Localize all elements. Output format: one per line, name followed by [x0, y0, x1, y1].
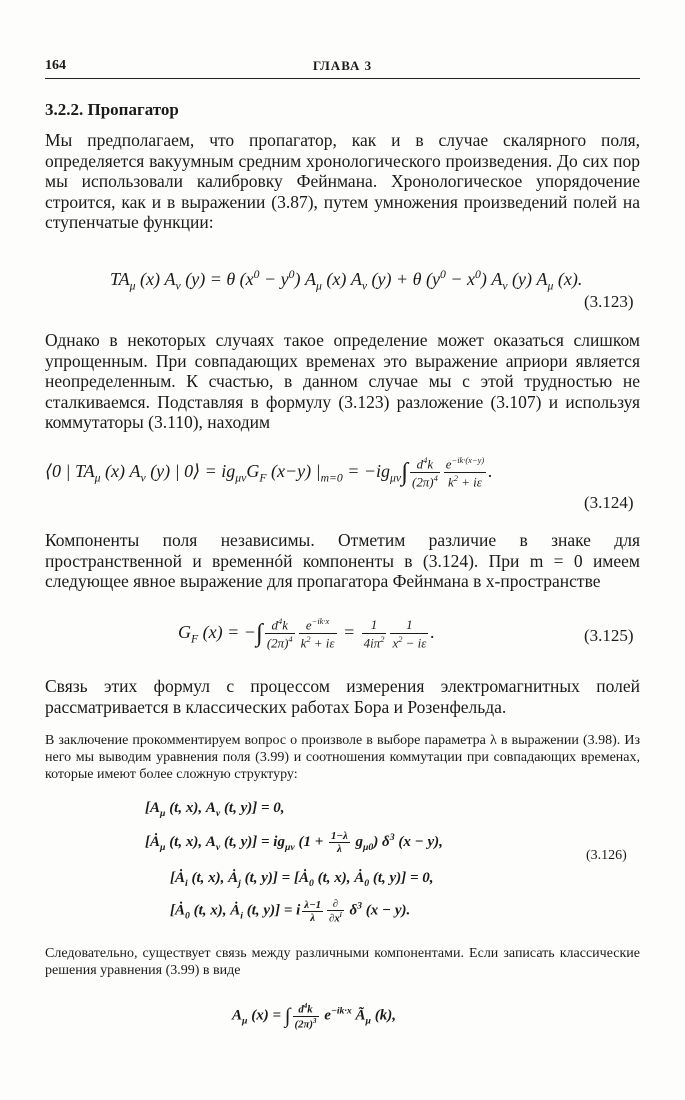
equation-number-3-123: (3.123)	[584, 292, 634, 311]
paragraph-1: Мы предполагаем, что пропагатор, как и в случае скалярного поля, определяется вакуумным средним хронологического произведения. До сих пор мы использовали калибровку Фейнмана. Хронологическое упорядочение строится, как и в выражении (3.87), путем умножения произведений полей на ступенчатые функции:	[45, 130, 640, 232]
equation-3-126-line-3: [$Ȧ_i$ (t, x), $Ȧ_j$ (t, $y)] = [Ȧ_0$ (t, x), $Ȧ_0$ (t, y)] = 0,	[170, 870, 434, 889]
section-title: 3.2.2. Пропагатор	[45, 100, 179, 119]
equation-3-123: $TA_\mu$ (x) $A_\nu$ (y) = θ $(x^0 - y^0)$ $A_\mu$ (x) $A_\nu$ (y) + θ $(y^0 - x^0)$ $A_\nu$ (y) $A_\mu$ (x).	[110, 268, 583, 293]
equation-3-124: ⟨0 | $TA_\mu$ (x) $A_\nu$ (y) | 0⟩ = $ig_{\mu\nu}G_F$ (x−y) $|_{m=0} = -ig_{\mu\nu}\int$ $\frac{d^4k}{(2\pi)^4}$ $\frac{e^{-ik\cdot(x-y)}}{k^2 + i\varepsilon}$ .	[45, 455, 493, 490]
paragraph-4: Связь этих формул с процессом измерения электромагнитных полей рассматривается в классических работах Бора и Розенфельда.	[45, 676, 640, 717]
paragraph-5: В заключение прокомментируем вопрос о произволе в выборе параметра λ в выражении (3.98). Из него мы выводим уравнения поля (3.99) и соотношения коммутации при совпадающих временах, которые имеют более сложную структуру:	[45, 733, 640, 782]
page-header	[45, 56, 640, 79]
equation-3-126-line-4: [$Ȧ_0$ (t, x), $Ȧ_i$ (t, y)] = i $\frac{\lambda-1}{\lambda}$ $\frac{\partial}{\partial x^i}$ $\delta^3$ (x − y).	[170, 898, 411, 925]
equation-classical-solution: $A_\mu$ (x) = ∫ $\frac{d^4k}{(2\pi)^3}$ $e^{-ik\cdot x}$ $Ã_\mu$ (k),	[232, 1002, 396, 1031]
equation-3-125: $G_F$ (x) = −∫ $\frac{d^4k}{(2\pi)^4}$ $\frac{e^{-ik\cdot x}}{k^2 + i\varepsilon}$ = $\frac{1}{4i\pi^2}$ $\frac{1}{x^2 - i\varepsilon}$ .	[178, 616, 435, 651]
paragraph-2: Однако в некоторых случаях такое определение может оказаться слишком упрощенным. При совпадающих временах это выражение априори является неопределенным. К счастью, в данном случае мы с этой трудностью не сталкиваемся. Подставляя в формулу (3.123) разложение (3.107) и используя коммутаторы (3.110), находим	[45, 330, 640, 432]
paragraph-6: Следовательно, существует связь между различными компонентами. Если записать классические решения уравнения (3.99) в виде	[45, 946, 640, 978]
page-number: 164	[45, 58, 66, 73]
equation-3-126-line-2: [$Ȧ_\mu$ (t, x), $A_\nu$ (t, $y)] = ig_{\mu\nu}$ (1 + $\frac{1-\lambda}{\lambda}$ $g_{\mu 0}$) $\delta^3$ (x − y),	[145, 830, 443, 855]
equation-number-3-125: (3.125)	[584, 626, 634, 645]
chapter-title: ГЛАВА 3	[312, 58, 373, 73]
equation-number-3-126: (3.126)	[586, 848, 627, 863]
equation-number-3-124: (3.124)	[584, 493, 634, 512]
equation-3-126-line-1: [$A_\mu$ (t, x), $A_\nu$ (t, y)] = 0,	[145, 800, 285, 819]
paragraph-3: Компоненты поля независимы. Отметим различие в знаке для пространственной и временнóй компоненты в (3.124). При m = 0 имеем следующее явное выражение для пропагатора Фейнмана в x-пространстве	[45, 530, 640, 591]
